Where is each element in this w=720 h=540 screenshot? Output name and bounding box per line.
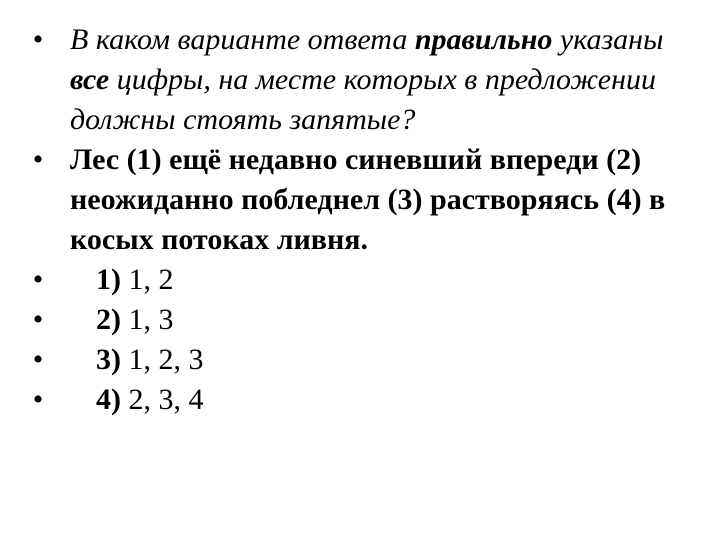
option-value: 1, 2, 3 [121, 343, 204, 376]
bullet-icon: • [32, 263, 44, 296]
option-item-3 [28, 340, 688, 380]
option-2 [70, 303, 174, 336]
option-3 [70, 343, 204, 376]
option-4 [70, 383, 204, 416]
sentence-item [28, 140, 688, 260]
sentence-text: Лес (1) ещё недавно синевший впереди (2) неожиданно побледнел (3) растворяясь (4) в косых потоках ливня. [70, 143, 666, 256]
option-item-1 [28, 260, 688, 300]
bullet-icon: • [32, 303, 44, 336]
question-bold-1: правильно [414, 23, 553, 56]
question-text [70, 23, 663, 136]
option-item-4 [28, 380, 688, 420]
option-number: 2) [96, 303, 121, 336]
bullet-icon: • [32, 343, 44, 376]
option-number: 3) [96, 343, 121, 376]
option-number: 4) [96, 383, 121, 416]
option-value: 1, 3 [121, 303, 174, 336]
question-bold-2: все [70, 63, 110, 96]
question-item [28, 20, 688, 140]
option-1 [70, 263, 174, 296]
option-value: 2, 3, 4 [121, 383, 204, 416]
bullet-icon: • [32, 143, 44, 176]
question-part-3: цифры, на месте которых в предложении должны стоять запятые? [70, 63, 656, 136]
question-part-1: В каком варианте ответа [70, 23, 415, 56]
option-number: 1) [96, 263, 121, 296]
option-value: 1, 2 [121, 263, 174, 296]
option-item-2 [28, 300, 688, 340]
bullet-icon: • [32, 383, 44, 416]
bullet-list [28, 20, 688, 420]
bullet-icon: • [32, 23, 44, 56]
question-part-2: указаны [552, 23, 664, 56]
